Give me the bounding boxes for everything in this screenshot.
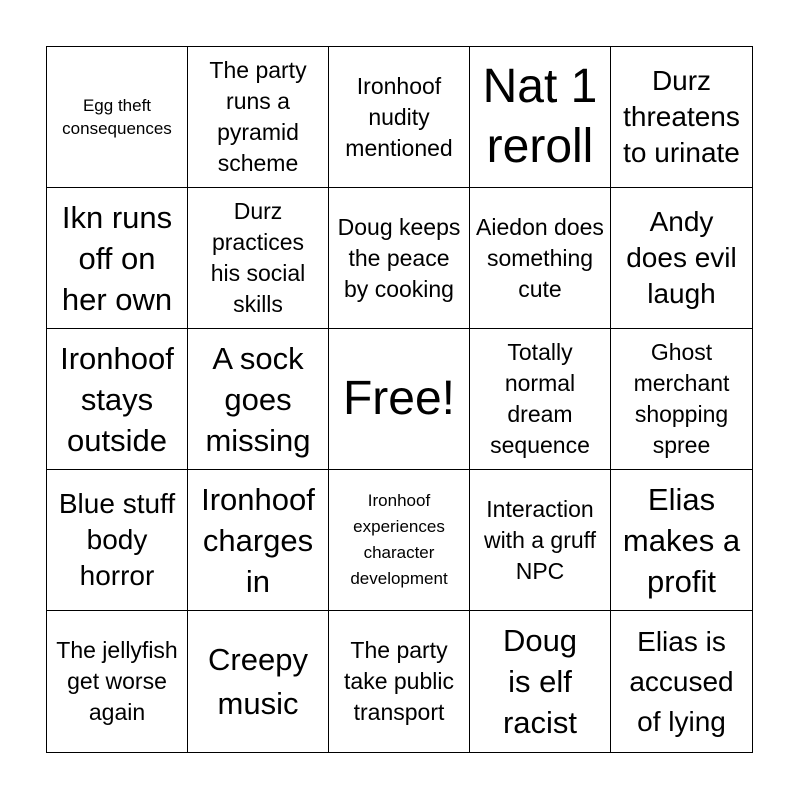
bingo-cell[interactable] (188, 470, 329, 611)
bingo-cell[interactable] (470, 470, 611, 611)
bingo-cell[interactable] (47, 329, 188, 470)
bingo-cell-text: Blue stuff body horror (58, 488, 176, 591)
bingo-cell-text: The party take public transport (344, 637, 454, 725)
bingo-board (46, 46, 753, 753)
bingo-cell-text: Aiedon does something cute (476, 213, 604, 302)
bingo-cell-text: Interaction with a gruff NPC (483, 495, 597, 584)
bingo-cell[interactable] (329, 47, 470, 188)
bingo-cell[interactable] (470, 329, 611, 470)
bingo-cell[interactable] (188, 611, 329, 752)
bingo-cell-text: Creepy music (208, 641, 308, 721)
bingo-cell[interactable] (470, 611, 611, 752)
bingo-cell-text: Durz practices his social skills (210, 198, 306, 317)
bingo-cell[interactable] (47, 611, 188, 752)
bingo-cell[interactable] (611, 329, 752, 470)
bingo-cell-text: Totally normal dream sequence (490, 339, 590, 458)
free-space-cell[interactable] (329, 329, 470, 470)
bingo-cell[interactable] (611, 611, 752, 752)
bingo-cell[interactable] (329, 188, 470, 329)
bingo-cell-text: Ironhoof experiences character development (350, 491, 448, 588)
bingo-cell-text: Egg theft consequences (62, 96, 172, 138)
bingo-cell[interactable] (188, 188, 329, 329)
bingo-cell[interactable] (470, 47, 611, 188)
bingo-cell-text: Nat 1 reroll (482, 60, 598, 173)
bingo-cell-text: The party runs a pyramid scheme (209, 57, 307, 176)
bingo-cell[interactable] (47, 470, 188, 611)
free-space-text: Free! (342, 372, 456, 425)
bingo-cell-text: The jellyfish get worse again (56, 637, 178, 725)
bingo-cell[interactable] (611, 47, 752, 188)
bingo-cell[interactable] (47, 47, 188, 188)
bingo-cell-text: Elias makes a profit (622, 481, 741, 599)
bingo-cell[interactable] (611, 470, 752, 611)
bingo-cell[interactable] (188, 329, 329, 470)
bingo-cell-text: Elias is accused of lying (629, 625, 734, 737)
bingo-cell[interactable] (611, 188, 752, 329)
bingo-cell-text: Ironhoof nudity mentioned (345, 72, 453, 161)
bingo-cell[interactable] (47, 188, 188, 329)
bingo-cell-text: Doug is elf racist (502, 623, 578, 740)
bingo-cell[interactable] (329, 470, 470, 611)
bingo-cell[interactable] (470, 188, 611, 329)
bingo-cell[interactable] (188, 47, 329, 188)
bingo-cell-text: Ikn runs off on her own (61, 199, 173, 317)
bingo-cell-text: Durz threatens to urinate (623, 65, 740, 168)
bingo-cell-text: Doug keeps the peace by cooking (337, 213, 461, 302)
bingo-cell-text: Ironhoof stays outside (60, 340, 174, 458)
bingo-cell-text: Andy does evil laugh (626, 206, 737, 309)
bingo-cell-text: A sock goes missing (205, 340, 311, 458)
bingo-cell-text: Ghost merchant shopping spree (633, 339, 730, 458)
bingo-cell-text: Ironhoof charges in (201, 481, 315, 599)
bingo-cell[interactable] (329, 611, 470, 752)
